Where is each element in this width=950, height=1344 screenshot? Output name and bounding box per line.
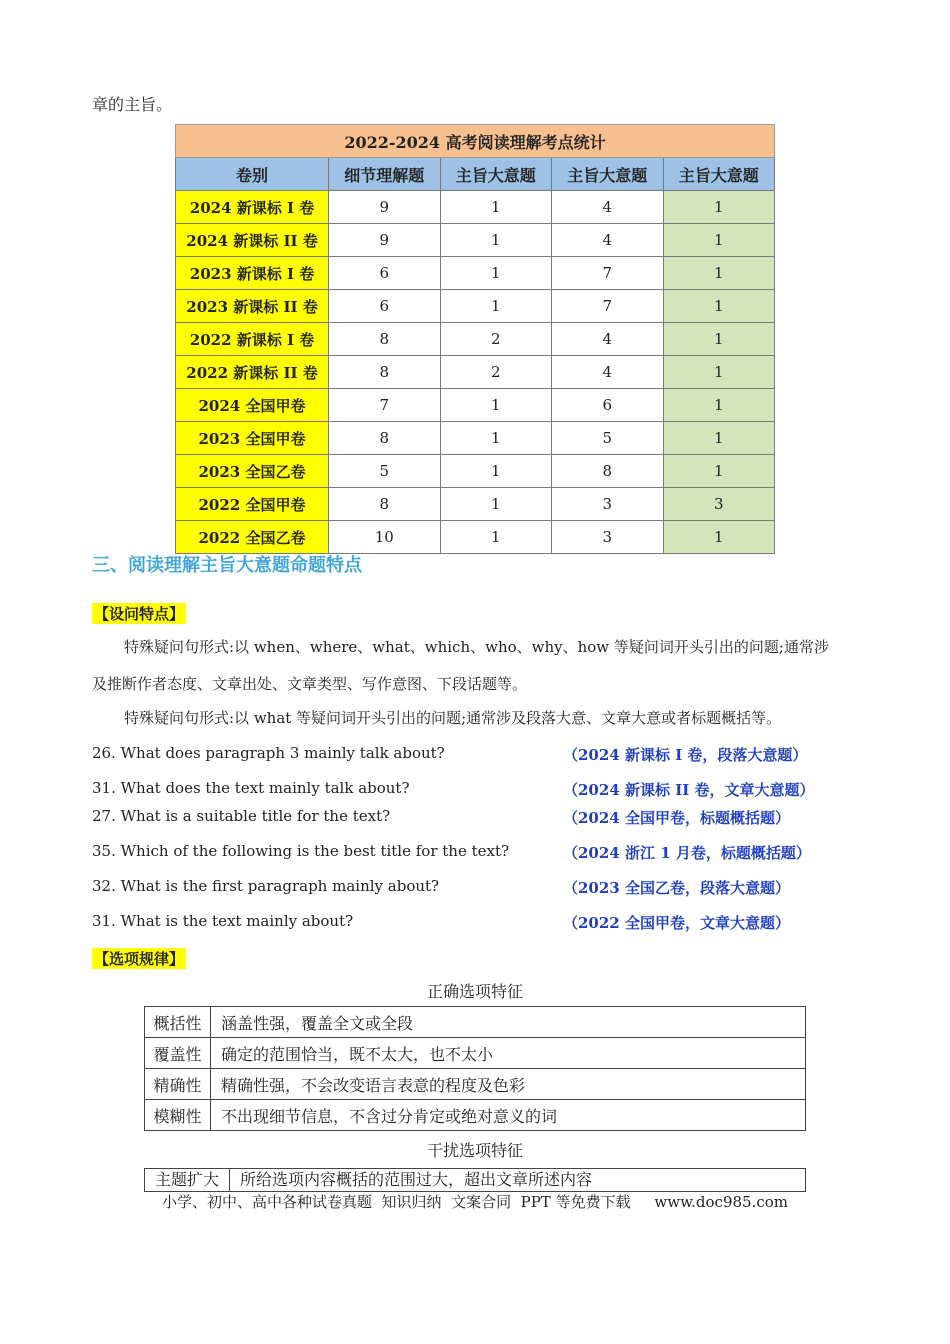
count-cell: 6 — [329, 290, 441, 323]
table-row — [176, 389, 775, 422]
count-cell: 1 — [440, 224, 552, 257]
correct-options-table — [144, 1006, 806, 1131]
feature-name: 模糊性 — [145, 1100, 211, 1131]
count-cell: 1 — [663, 224, 775, 257]
count-cell: 4 — [552, 356, 664, 389]
stats-table-title: 2022-2024 高考阅读理解考点统计 — [176, 125, 775, 158]
table-row — [176, 521, 775, 554]
count-cell: 1 — [663, 290, 775, 323]
distractor-options-table — [144, 1168, 806, 1192]
table-row — [145, 1038, 806, 1069]
count-cell: 5 — [329, 455, 441, 488]
question-item: 31. What is the text mainly about? — [92, 912, 354, 930]
distractor-options-caption: 干扰选项特征 — [426, 1141, 523, 1160]
count-cell: 8 — [552, 455, 664, 488]
question-item: 26. What does paragraph 3 mainly talk about? — [92, 744, 445, 762]
count-cell: 9 — [329, 191, 441, 224]
question-source: （2022 全国甲卷，文章大意题） — [563, 914, 790, 932]
feature-description: 所给选项内容概括的范围过大，超出文章所述内容 — [230, 1169, 806, 1192]
feature-name: 覆盖性 — [145, 1038, 211, 1069]
count-cell: 1 — [440, 191, 552, 224]
count-cell: 1 — [663, 356, 775, 389]
count-cell: 8 — [329, 356, 441, 389]
intro-text: 章的主旨。 — [92, 95, 173, 114]
exam-paper-label: 2024 新课标 I 卷 — [176, 191, 329, 224]
feature-description: 精确性强，不会改变语言表意的程度及色彩 — [211, 1069, 806, 1100]
stats-table — [175, 124, 775, 554]
correct-options-caption: 正确选项特征 — [426, 982, 523, 1001]
count-cell: 1 — [663, 521, 775, 554]
question-source: （2023 全国乙卷，段落大意题） — [563, 879, 790, 897]
question-item: 35. Which of the following is the best title for the text? — [92, 842, 510, 860]
exam-paper-label: 2023 全国甲卷 — [176, 422, 329, 455]
exam-paper-label: 2024 新课标 II 卷 — [176, 224, 329, 257]
count-cell: 1 — [440, 455, 552, 488]
page-footer: 小学、初中、高中各种试卷真题 知识归纳 文案合同 PPT 等免费下载 www.doc985.com — [162, 1193, 789, 1211]
count-cell: 1 — [440, 488, 552, 521]
feature-description: 不出现细节信息，不含过分肯定或绝对意义的词 — [211, 1100, 806, 1131]
count-cell: 1 — [663, 323, 775, 356]
table-row — [145, 1007, 806, 1038]
column-header: 细节理解题 — [329, 158, 441, 191]
count-cell: 5 — [552, 422, 664, 455]
question-source: （2024 新课标 II 卷，文章大意题） — [563, 781, 815, 799]
section-title: 三、阅读理解主旨大意题命题特点 — [92, 555, 362, 576]
exam-paper-label: 2023 新课标 II 卷 — [176, 290, 329, 323]
stats-table-header-row — [176, 158, 775, 191]
count-cell: 8 — [329, 488, 441, 521]
exam-paper-label: 2022 全国甲卷 — [176, 488, 329, 521]
count-cell: 4 — [552, 323, 664, 356]
table-row — [176, 290, 775, 323]
count-cell: 7 — [552, 257, 664, 290]
tag-option-rules: 【选项规律】 — [94, 950, 185, 968]
count-cell: 4 — [552, 224, 664, 257]
count-cell: 3 — [552, 488, 664, 521]
count-cell: 4 — [552, 191, 664, 224]
count-cell: 1 — [440, 422, 552, 455]
table-row — [176, 488, 775, 521]
count-cell: 2 — [440, 356, 552, 389]
column-header: 卷别 — [176, 158, 329, 191]
count-cell: 1 — [663, 422, 775, 455]
table-row — [176, 356, 775, 389]
table-row — [176, 323, 775, 356]
count-cell: 1 — [663, 257, 775, 290]
table-row — [176, 455, 775, 488]
exam-paper-label: 2024 全国甲卷 — [176, 389, 329, 422]
column-header: 主旨大意题 — [552, 158, 664, 191]
feature-name: 概括性 — [145, 1007, 211, 1038]
exam-paper-label: 2022 新课标 I 卷 — [176, 323, 329, 356]
table-row — [176, 224, 775, 257]
column-header: 主旨大意题 — [663, 158, 775, 191]
count-cell: 1 — [663, 191, 775, 224]
count-cell: 1 — [440, 389, 552, 422]
count-cell: 1 — [663, 455, 775, 488]
question-item: 27. What is a suitable title for the text? — [92, 807, 391, 825]
question-source: （2024 新课标 I 卷，段落大意题） — [563, 746, 808, 764]
count-cell: 10 — [329, 521, 441, 554]
count-cell: 7 — [552, 290, 664, 323]
tag-question-features: 【设问特点】 — [94, 605, 185, 623]
count-cell: 6 — [552, 389, 664, 422]
paragraph-1-line-1: 特殊疑问句形式:以 when、where、what、which、who、why、how 等疑问词开头引出的问题;通常涉 — [124, 638, 829, 656]
table-row — [176, 422, 775, 455]
feature-description: 确定的范围恰当，既不太大，也不太小 — [211, 1038, 806, 1069]
paragraph-2: 特殊疑问句形式:以 what 等疑问词开头引出的问题;通常涉及段落大意、文章大意或者标题概括等。 — [124, 709, 782, 727]
feature-name: 主题扩大 — [145, 1169, 230, 1192]
count-cell: 1 — [440, 290, 552, 323]
paragraph-1-line-2: 及推断作者态度、文章出处、文章类型、写作意图、下段话题等。 — [92, 675, 528, 693]
question-item: 32. What is the first paragraph mainly about? — [92, 877, 440, 895]
count-cell: 8 — [329, 323, 441, 356]
table-row — [145, 1100, 806, 1131]
question-source: （2024 全国甲卷，标题概括题） — [563, 809, 790, 827]
count-cell: 3 — [663, 488, 775, 521]
count-cell: 1 — [663, 389, 775, 422]
count-cell: 3 — [552, 521, 664, 554]
exam-paper-label: 2022 新课标 II 卷 — [176, 356, 329, 389]
table-row — [145, 1069, 806, 1100]
count-cell: 9 — [329, 224, 441, 257]
column-header: 主旨大意题 — [440, 158, 552, 191]
table-row — [176, 257, 775, 290]
feature-name: 精确性 — [145, 1069, 211, 1100]
feature-description: 涵盖性强，覆盖全文或全段 — [211, 1007, 806, 1038]
count-cell: 6 — [329, 257, 441, 290]
table-row — [176, 191, 775, 224]
count-cell: 1 — [440, 257, 552, 290]
count-cell: 8 — [329, 422, 441, 455]
question-source: （2024 浙江 1 月卷，标题概括题） — [563, 844, 811, 862]
table-row — [145, 1169, 806, 1192]
count-cell: 1 — [440, 521, 552, 554]
question-item: 31. What does the text mainly talk about? — [92, 779, 410, 797]
exam-paper-label: 2022 全国乙卷 — [176, 521, 329, 554]
exam-paper-label: 2023 全国乙卷 — [176, 455, 329, 488]
count-cell: 7 — [329, 389, 441, 422]
count-cell: 2 — [440, 323, 552, 356]
exam-paper-label: 2023 新课标 I 卷 — [176, 257, 329, 290]
